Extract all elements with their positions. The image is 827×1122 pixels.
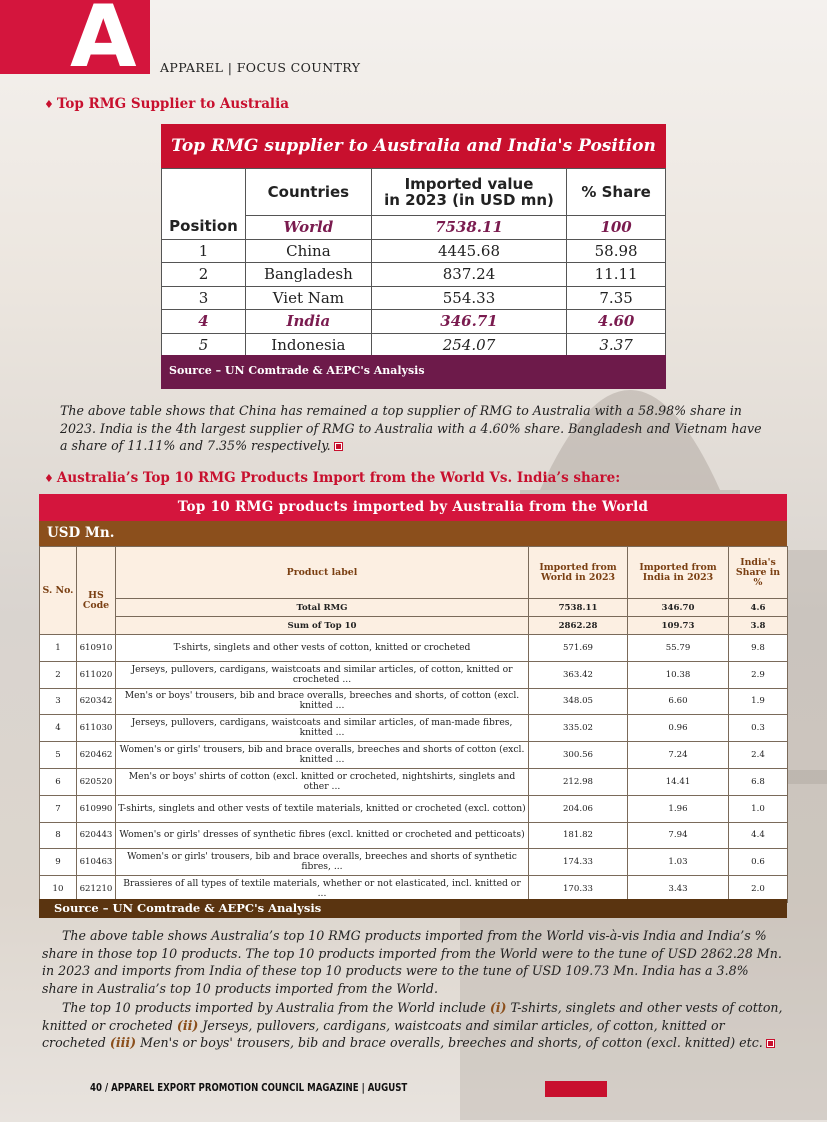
- end-mark-icon: [767, 1040, 774, 1047]
- table2-cell: Men's or boys' shirts of cotton (excl. knitted or crocheted, nightshirts, singlets and other ...: [116, 768, 529, 795]
- table-row: [40, 795, 788, 822]
- table2-cell: Sum of Top 10: [116, 617, 529, 635]
- table2-total-row: [40, 599, 788, 617]
- table2-cell: T-shirts, singlets and other vests of textile materials, knitted or crocheted (excl. cotton): [116, 795, 529, 822]
- table2-cell: 4: [40, 715, 77, 742]
- table1-cell: 4: [162, 310, 246, 334]
- table2-cell: 0.96: [628, 715, 729, 742]
- table1-cell: 554.33: [371, 286, 566, 310]
- table2-cell: 7.94: [628, 822, 729, 849]
- table1-header-row: [162, 169, 666, 216]
- table1-cell: 4445.68: [371, 239, 566, 263]
- table2-unit: USD Mn.: [39, 521, 787, 546]
- section-heading-1: [44, 96, 289, 112]
- table2-cell: 212.98: [529, 768, 628, 795]
- table1-title: Top RMG supplier to Australia and India's Position: [161, 124, 666, 168]
- table2-cell: 3.8: [729, 617, 788, 635]
- table1-cell: China: [245, 239, 371, 263]
- table2-cell: 1: [40, 635, 77, 662]
- table2-cell: Total RMG: [116, 599, 529, 617]
- table2-cell: 0.3: [729, 715, 788, 742]
- table2-cell: 10.38: [628, 661, 729, 688]
- table2-cell: T-shirts, singlets and other vests of cotton, knitted or crocheted: [116, 635, 529, 662]
- table1-cell: Viet Nam: [245, 286, 371, 310]
- table2-cell: 2.0: [729, 876, 788, 903]
- table2-sum-row: [40, 617, 788, 635]
- table-row: [40, 715, 788, 742]
- table2-cell: 3: [40, 688, 77, 715]
- table2-header-sno: S. No.: [40, 547, 77, 635]
- table2-cell: Women's or girls' trousers, bib and brace overalls, breeches and shorts of synthetic fibres, ...: [116, 849, 529, 876]
- list-marker: (i): [489, 1000, 507, 1015]
- paragraph-1-text: The above table shows that China has remained a top supplier of RMG to Australia with a 58.98% share in 2023. India is the 4th largest supplier of RMG to Australia with a 4.60% share. Bangladesh and Vietnam have a share of 11.11% and 7.35% respectively.: [60, 403, 762, 453]
- table2-cell: 0.6: [729, 849, 788, 876]
- table-row: [40, 768, 788, 795]
- table2-cell: 3.43: [628, 876, 729, 903]
- diamond-bullet-icon: ♦: [44, 472, 54, 485]
- table2-cell: 181.82: [529, 822, 628, 849]
- table-row: [40, 635, 788, 662]
- table2-cell: 8: [40, 822, 77, 849]
- paragraph-3-text: Men's or boys' trousers, bib and brace overalls, breeches and shorts, of cotton (excl. knitted) etc.: [136, 1035, 763, 1050]
- table2-cell: 2862.28: [529, 617, 628, 635]
- table2-cell: 346.70: [628, 599, 729, 617]
- section-heading-1-text: Top RMG Supplier to Australia: [56, 96, 289, 112]
- table2-cell: 7538.11: [529, 599, 628, 617]
- table2-cell: Women's or girls' dresses of synthetic fibres (excl. knitted or crocheted and petticoats): [116, 822, 529, 849]
- table2-header-india: Imported from India in 2023: [628, 547, 729, 599]
- table2-cell: 2: [40, 661, 77, 688]
- table1-cell: Indonesia: [245, 333, 371, 357]
- section-heading-2-text: Australia’s Top 10 RMG Products Import from the World Vs. India’s share:: [56, 470, 621, 486]
- table2-header-share: India's Share in %: [729, 547, 788, 599]
- footer-accent-bar: [545, 1081, 607, 1097]
- table2-cell: 55.79: [628, 635, 729, 662]
- table2-cell: 4.6: [729, 599, 788, 617]
- table2-title: Top 10 RMG products imported by Australia from the World: [39, 494, 787, 521]
- table2-cell: 1.9: [729, 688, 788, 715]
- table-row: [162, 333, 666, 357]
- table-row: [162, 239, 666, 263]
- table2-cell: 611020: [77, 661, 116, 688]
- table1-cell: India: [245, 310, 371, 334]
- table2-cell: 9: [40, 849, 77, 876]
- table2-cell: 363.42: [529, 661, 628, 688]
- table2-cell: 620342: [77, 688, 116, 715]
- table2-cell: 620462: [77, 742, 116, 769]
- paragraph-3-text: Jerseys, pullovers, cardigans, waistcoats and similar articles, of cotton, knitted or crocheted: [42, 1017, 725, 1050]
- table1-cell: 4.60: [567, 310, 666, 334]
- table2-cell: 571.69: [529, 635, 628, 662]
- table-row: [40, 661, 788, 688]
- table-row: [40, 822, 788, 849]
- table1-world-share: 100: [567, 216, 666, 240]
- diamond-bullet-icon: ♦: [44, 98, 54, 111]
- page-footer: 40 / APPAREL EXPORT PROMOTION COUNCIL MAGAZINE | AUGUST: [90, 1082, 408, 1094]
- table-row: [40, 742, 788, 769]
- table2-cell: 7: [40, 795, 77, 822]
- logo-letter: A: [70, 0, 137, 87]
- table2-header-world: Imported from World in 2023: [529, 547, 628, 599]
- table1-cell: 58.98: [567, 239, 666, 263]
- table2-header-row: [40, 547, 788, 599]
- table1-header-value-line2: in 2023 (in USD mn): [384, 191, 554, 209]
- table2-cell: 2.9: [729, 661, 788, 688]
- table-row: [162, 286, 666, 310]
- end-mark-icon: [335, 443, 342, 450]
- table1-world-country: World: [245, 216, 371, 240]
- table2-cell: Jerseys, pullovers, cardigans, waistcoats and similar articles, of cotton, knitted or crocheted ...: [116, 661, 529, 688]
- table2-cell: 2.4: [729, 742, 788, 769]
- table1-header-value: [371, 169, 566, 216]
- table2-header-label: Product label: [116, 547, 529, 599]
- table2-cell: 174.33: [529, 849, 628, 876]
- table1-header-position: Position: [162, 169, 246, 240]
- table2: [39, 546, 788, 903]
- table2-cell: 170.33: [529, 876, 628, 903]
- table2-cell: 620520: [77, 768, 116, 795]
- table2-cell: 109.73: [628, 617, 729, 635]
- table2-cell: 7.24: [628, 742, 729, 769]
- paragraph-1: [60, 402, 772, 455]
- paragraph-3-text: The top 10 products imported by Australia from the World include: [62, 1000, 490, 1015]
- table2-cell: 9.8: [729, 635, 788, 662]
- table2-cell: 621210: [77, 876, 116, 903]
- table2-cell: 1.96: [628, 795, 729, 822]
- table1: [161, 168, 666, 357]
- table2-cell: Jerseys, pullovers, cardigans, waistcoats and similar articles, of man-made fibres, knitted ...: [116, 715, 529, 742]
- table2-cell: Brassieres of all types of textile materials, whether or not elasticated, incl. knitted or ...: [116, 876, 529, 903]
- table1-cell: 1: [162, 239, 246, 263]
- list-marker: (iii): [109, 1035, 137, 1050]
- paragraph-3-text: T-shirts, singlets and other vests of cotton, knitted or crocheted: [42, 1000, 783, 1033]
- table2-cell: 611030: [77, 715, 116, 742]
- table2-cell: 610990: [77, 795, 116, 822]
- table2-cell: 348.05: [529, 688, 628, 715]
- table-row: [40, 849, 788, 876]
- table1-world-value: 7538.11: [371, 216, 566, 240]
- section-heading-2: [44, 470, 620, 486]
- table2-cell: 6: [40, 768, 77, 795]
- table1-cell: 837.24: [371, 263, 566, 287]
- list-marker: (ii): [176, 1017, 199, 1033]
- table2-cell: Men's or boys' trousers, bib and brace overalls, breeches and shorts, of cotton (excl. knitted ...: [116, 688, 529, 715]
- table1-header-value-line1: Imported value: [404, 175, 534, 193]
- table2-cell: 620443: [77, 822, 116, 849]
- table2-cell: 610463: [77, 849, 116, 876]
- table2-source: Source – UN Comtrade & AEPC's Analysis: [39, 899, 787, 918]
- paragraph-2: The above table shows Australia’s top 10 RMG products imported from the World vis-à-vis India and India’s % share in those top 10 products. The top 10 products imported from the World were to the tune of USD 2862.28 Mn. in 2023 and imports from India of these top 10 products were to the tune of USD 109.73 Mn. India has a 3.8% share in Australia’s top 10 products imported from the World.: [42, 928, 782, 996]
- table2-cell: 335.02: [529, 715, 628, 742]
- table2-cell: 610910: [77, 635, 116, 662]
- section-label: APPAREL | FOCUS COUNTRY: [160, 60, 361, 75]
- table2-cell: 300.56: [529, 742, 628, 769]
- table2-cell: 1.03: [628, 849, 729, 876]
- table1-cell: 346.71: [371, 310, 566, 334]
- table-row: [162, 263, 666, 287]
- table1-cell: 11.11: [567, 263, 666, 287]
- table2-cell: 5: [40, 742, 77, 769]
- table1-cell: 2: [162, 263, 246, 287]
- table1-source: Source – UN Comtrade & AEPC's Analysis: [161, 355, 666, 389]
- table2-cell: 6.8: [729, 768, 788, 795]
- table1-cell: 3.37: [567, 333, 666, 357]
- table2-header-hs: HS Code: [77, 547, 116, 635]
- table2-cell: 10: [40, 876, 77, 903]
- table1-cell: 254.07: [371, 333, 566, 357]
- table2-cell: 1.0: [729, 795, 788, 822]
- table2-cell: 14.41: [628, 768, 729, 795]
- table2-cell: 204.06: [529, 795, 628, 822]
- table1-cell: 3: [162, 286, 246, 310]
- table-row: [40, 688, 788, 715]
- table-row-highlight: [162, 310, 666, 334]
- table2-cell: 6.60: [628, 688, 729, 715]
- table1-cell: 7.35: [567, 286, 666, 310]
- table1-cell: 5: [162, 333, 246, 357]
- table1-header-countries: Countries: [245, 169, 371, 216]
- paragraph-3: [42, 999, 786, 1052]
- table1-header-share: % Share: [567, 169, 666, 216]
- table2-cell: Women's or girls' trousers, bib and brace overalls, breeches and shorts of cotton (excl. knitted ...: [116, 742, 529, 769]
- table2-cell: 4.4: [729, 822, 788, 849]
- magazine-logo: [0, 0, 150, 87]
- table1-cell: Bangladesh: [245, 263, 371, 287]
